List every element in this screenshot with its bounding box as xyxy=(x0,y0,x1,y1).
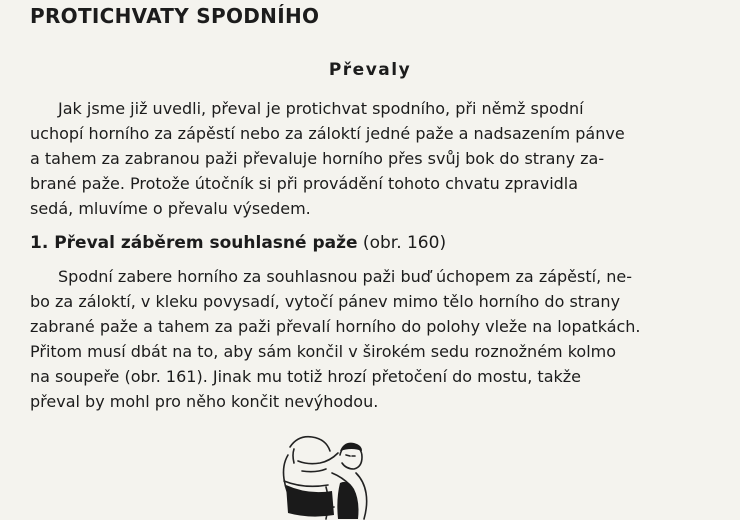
section-title: Převaly xyxy=(328,60,412,80)
body-line: bo za záloktí, v kleku povysadí, vytočí pánev mimo tělo horního do strany xyxy=(30,292,621,311)
body-line: na soupeře (obr. 161). Jinak mu totiž hrozí přetočení do mostu, takže xyxy=(30,367,582,386)
body-line: zabrané paže a tahem za paži převalí horního do polohy vleže na lopatkách. xyxy=(30,317,641,336)
subheading xyxy=(30,233,446,253)
body-paragraph xyxy=(30,264,710,414)
intro-line: Jak jsme již uvedli, převal je protichvat spodního, při němž spodní xyxy=(58,99,584,118)
page-heading: PROTICHVATY SPODNÍHO xyxy=(30,4,320,28)
body-line: Přitom musí dbát na to, aby sám končil v širokém sedu roznožném kolmo xyxy=(30,342,617,361)
intro-line: brané paže. Protože útočník si při provádění tohoto chvatu zpravidla xyxy=(30,174,579,193)
subheading-figure-ref: (obr. 160) xyxy=(357,233,447,253)
intro-line: a tahem za zabranou paži převaluje horního přes svůj bok do strany za- xyxy=(30,149,605,168)
subheading-title: 1. Převal záběrem souhlasné paže xyxy=(30,233,358,253)
intro-line: uchopí horního za zápěstí nebo za záloktí jedné paže a nadsazením pánve xyxy=(30,124,625,143)
intro-paragraph xyxy=(30,96,710,221)
body-line: převal by mohl pro něho končit nevýhodou. xyxy=(30,392,379,411)
intro-line: sedá, mluvíme o převalu výsedem. xyxy=(30,199,311,218)
body-line: Spodní zabere horního za souhlasnou paži buď úchopem za zápěstí, ne- xyxy=(58,267,632,286)
wrestlers-illustration xyxy=(228,425,428,520)
